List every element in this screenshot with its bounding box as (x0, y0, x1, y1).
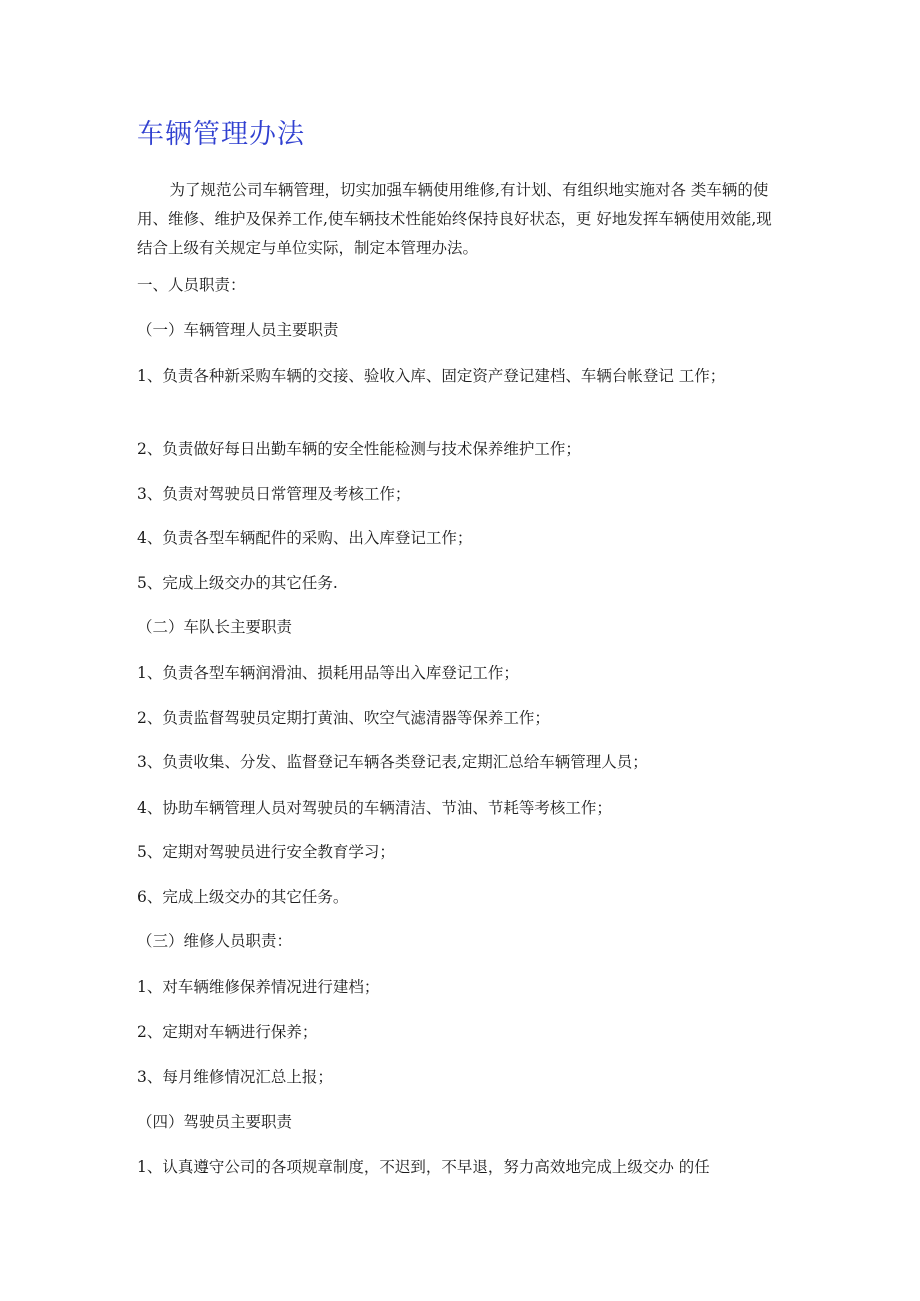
subsection-heading-4: （四）驾驶员主要职责 (137, 1113, 293, 1131)
subsection-heading-1: （一）车辆管理人员主要职责 (137, 321, 339, 339)
subsection-heading-3: （三）维修人员职责： (137, 932, 293, 950)
list-item: 2、负责做好每日出勤车辆的安全性能检测与技术保养维护工作； (137, 440, 581, 458)
list-item: 1、负责各型车辆润滑油、损耗用品等出入库登记工作； (137, 664, 519, 682)
list-item: 3、每月维修情况汇总上报； (137, 1068, 333, 1086)
document-title: 车辆管理办法 (137, 119, 305, 150)
list-item: 1、认真遵守公司的各项规章制度，不迟到，不早退，努力高效地完成上级交办 的任 (137, 1158, 710, 1176)
list-item: 4、负责各型车辆配件的采购、出入库登记工作； (137, 529, 473, 547)
subsection-heading-2: （二）车队长主要职责 (137, 618, 293, 636)
list-item: 5、完成上级交办的其它任务. (137, 574, 338, 592)
list-item: 6、完成上级交办的其它任务。 (137, 888, 349, 906)
list-item: 5、定期对驾驶员进行安全教育学习； (137, 843, 395, 861)
list-item: 2、定期对车辆进行保养； (137, 1023, 318, 1041)
list-item: 2、负责监督驾驶员定期打黄油、吹空气滤清器等保养工作； (137, 709, 550, 727)
list-item: 4、协助车辆管理人员对驾驶员的车辆清洁、节油、节耗等考核工作； (137, 799, 612, 817)
intro-paragraph: 为了规范公司车辆管理，切实加强车辆使用维修,有计划、有组织地实施对各 类车辆的使用、维修、维护及保养工作,使车辆技术性能始终保持良好状态，更 好地发挥车辆使用效能,现结合上级有关规定与单位实际，制定本管理办法。 (137, 181, 772, 257)
list-item: 1、对车辆维修保养情况进行建档； (137, 978, 380, 996)
list-item: 3、负责对驾驶员日常管理及考核工作； (137, 485, 411, 503)
list-item: 3、负责收集、分发、监督登记车辆各类登记表,定期汇总给车辆管理人员； (137, 753, 648, 771)
section-heading-personnel: 一、人员职责： (137, 276, 246, 294)
list-item: 1、负责各种新采购车辆的交接、验收入库、固定资产登记建档、车辆台帐登记 工作； (137, 367, 726, 385)
